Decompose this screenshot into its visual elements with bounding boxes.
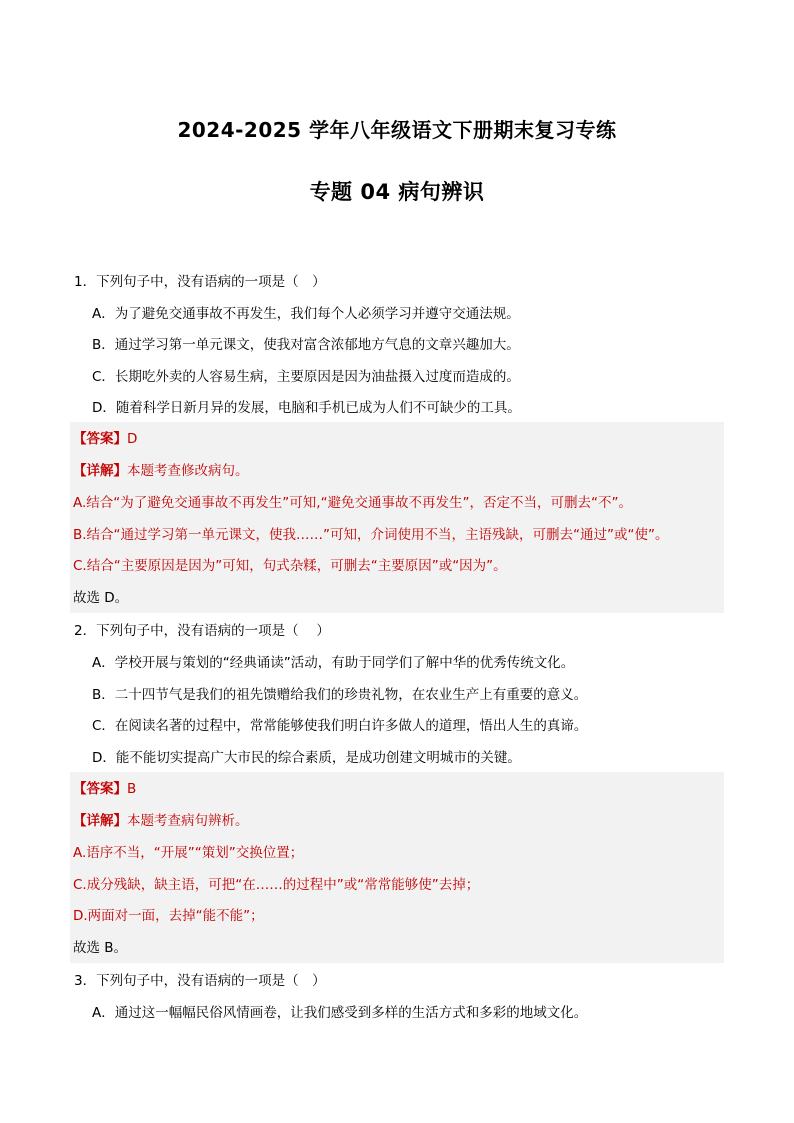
question-2-detail [73, 811, 249, 831]
document-subtitle: 专题 04 病句辨识 [309, 180, 485, 204]
question-1-option-d: D．随着科学日新月异的发展，电脑和手机已成为人们不可缺少的工具。 [92, 400, 521, 416]
question-2-option-a: A．学校开展与策划的“经典诵读”活动，有助于同学们了解中华的优秀传统文化。 [92, 655, 575, 671]
question-2-note-c: C.成分残缺，缺主语，可把“在……的过程中”或“常常能够使”去掉； [73, 877, 480, 893]
question-1-note-b: B.结合“通过学习第一单元课文，使我……”可知，介词使用不当，主语残缺，可删去“通过”或“使”。 [73, 527, 669, 543]
question-1-option-b: B．通过学习第一单元课文，使我对富含浓郁地方气息的文章兴趣加大。 [92, 337, 520, 353]
question-1-stem: 1．下列句子中，没有语病的一项是（ ） [74, 274, 326, 290]
question-1-answer [73, 429, 137, 449]
question-2-note-a: A.语序不当，“开展”“策划”交换位置； [73, 845, 304, 861]
answer-value: D [127, 431, 138, 447]
question-1-option-a: A．为了避免交通事故不再发生，我们每个人必须学习并遵守交通法规。 [92, 306, 520, 322]
answer-label: 【答案】 [73, 431, 127, 447]
question-1-note-c: C.结合“主要原因是因为”可知，句式杂糅，可删去“主要原因”或“因为”。 [73, 558, 507, 574]
question-1-conclusion: 故选 D。 [73, 590, 129, 606]
detail-text: 本题考查修改病句。 [127, 463, 249, 479]
question-2-answer-box [70, 772, 724, 963]
answer-value: B [127, 781, 137, 797]
question-2-note-d: D.两面对一面，去掉“能不能”； [73, 908, 264, 924]
question-1-detail [73, 461, 249, 481]
question-2-option-c: C．在阅读名著的过程中，常常能够使我们明白许多做人的道理，悟出人生的真谛。 [92, 718, 588, 734]
question-2-answer [73, 779, 136, 799]
question-3-option-a: A．通过这一幅幅民俗风情画卷，让我们感受到多样的生活方式和多彩的地域文化。 [92, 1005, 588, 1021]
question-2-option-d: D．能不能切实提高广大市民的综合素质，是成功创建文明城市的关键。 [92, 750, 521, 766]
question-1-option-c: C．长期吃外卖的人容易生病，主要原因是因为油盐摄入过度而造成的。 [92, 369, 520, 385]
document-title: 2024-2025 学年八年级语文下册期末复习专练 [177, 118, 617, 142]
question-2-conclusion: 故选 B。 [73, 940, 128, 956]
question-2-stem: 2．下列句子中，没有语病的一项是（ ） [74, 623, 330, 639]
question-1-note-a: A.结合“为了避免交通事故不再发生”可知,“避免交通事故不再发生”，否定不当，可删去“不”。 [73, 495, 633, 511]
detail-text: 本题考查病句辨析。 [127, 813, 249, 829]
answer-label: 【答案】 [73, 781, 127, 797]
detail-label: 【详解】 [73, 813, 127, 829]
question-3-stem: 3．下列句子中，没有语病的一项是（ ） [74, 973, 326, 989]
detail-label: 【详解】 [73, 463, 127, 479]
question-1-answer-box [70, 422, 724, 613]
question-2-option-b: B．二十四节气是我们的祖先馈赠给我们的珍贵礼物，在农业生产上有重要的意义。 [92, 687, 588, 703]
